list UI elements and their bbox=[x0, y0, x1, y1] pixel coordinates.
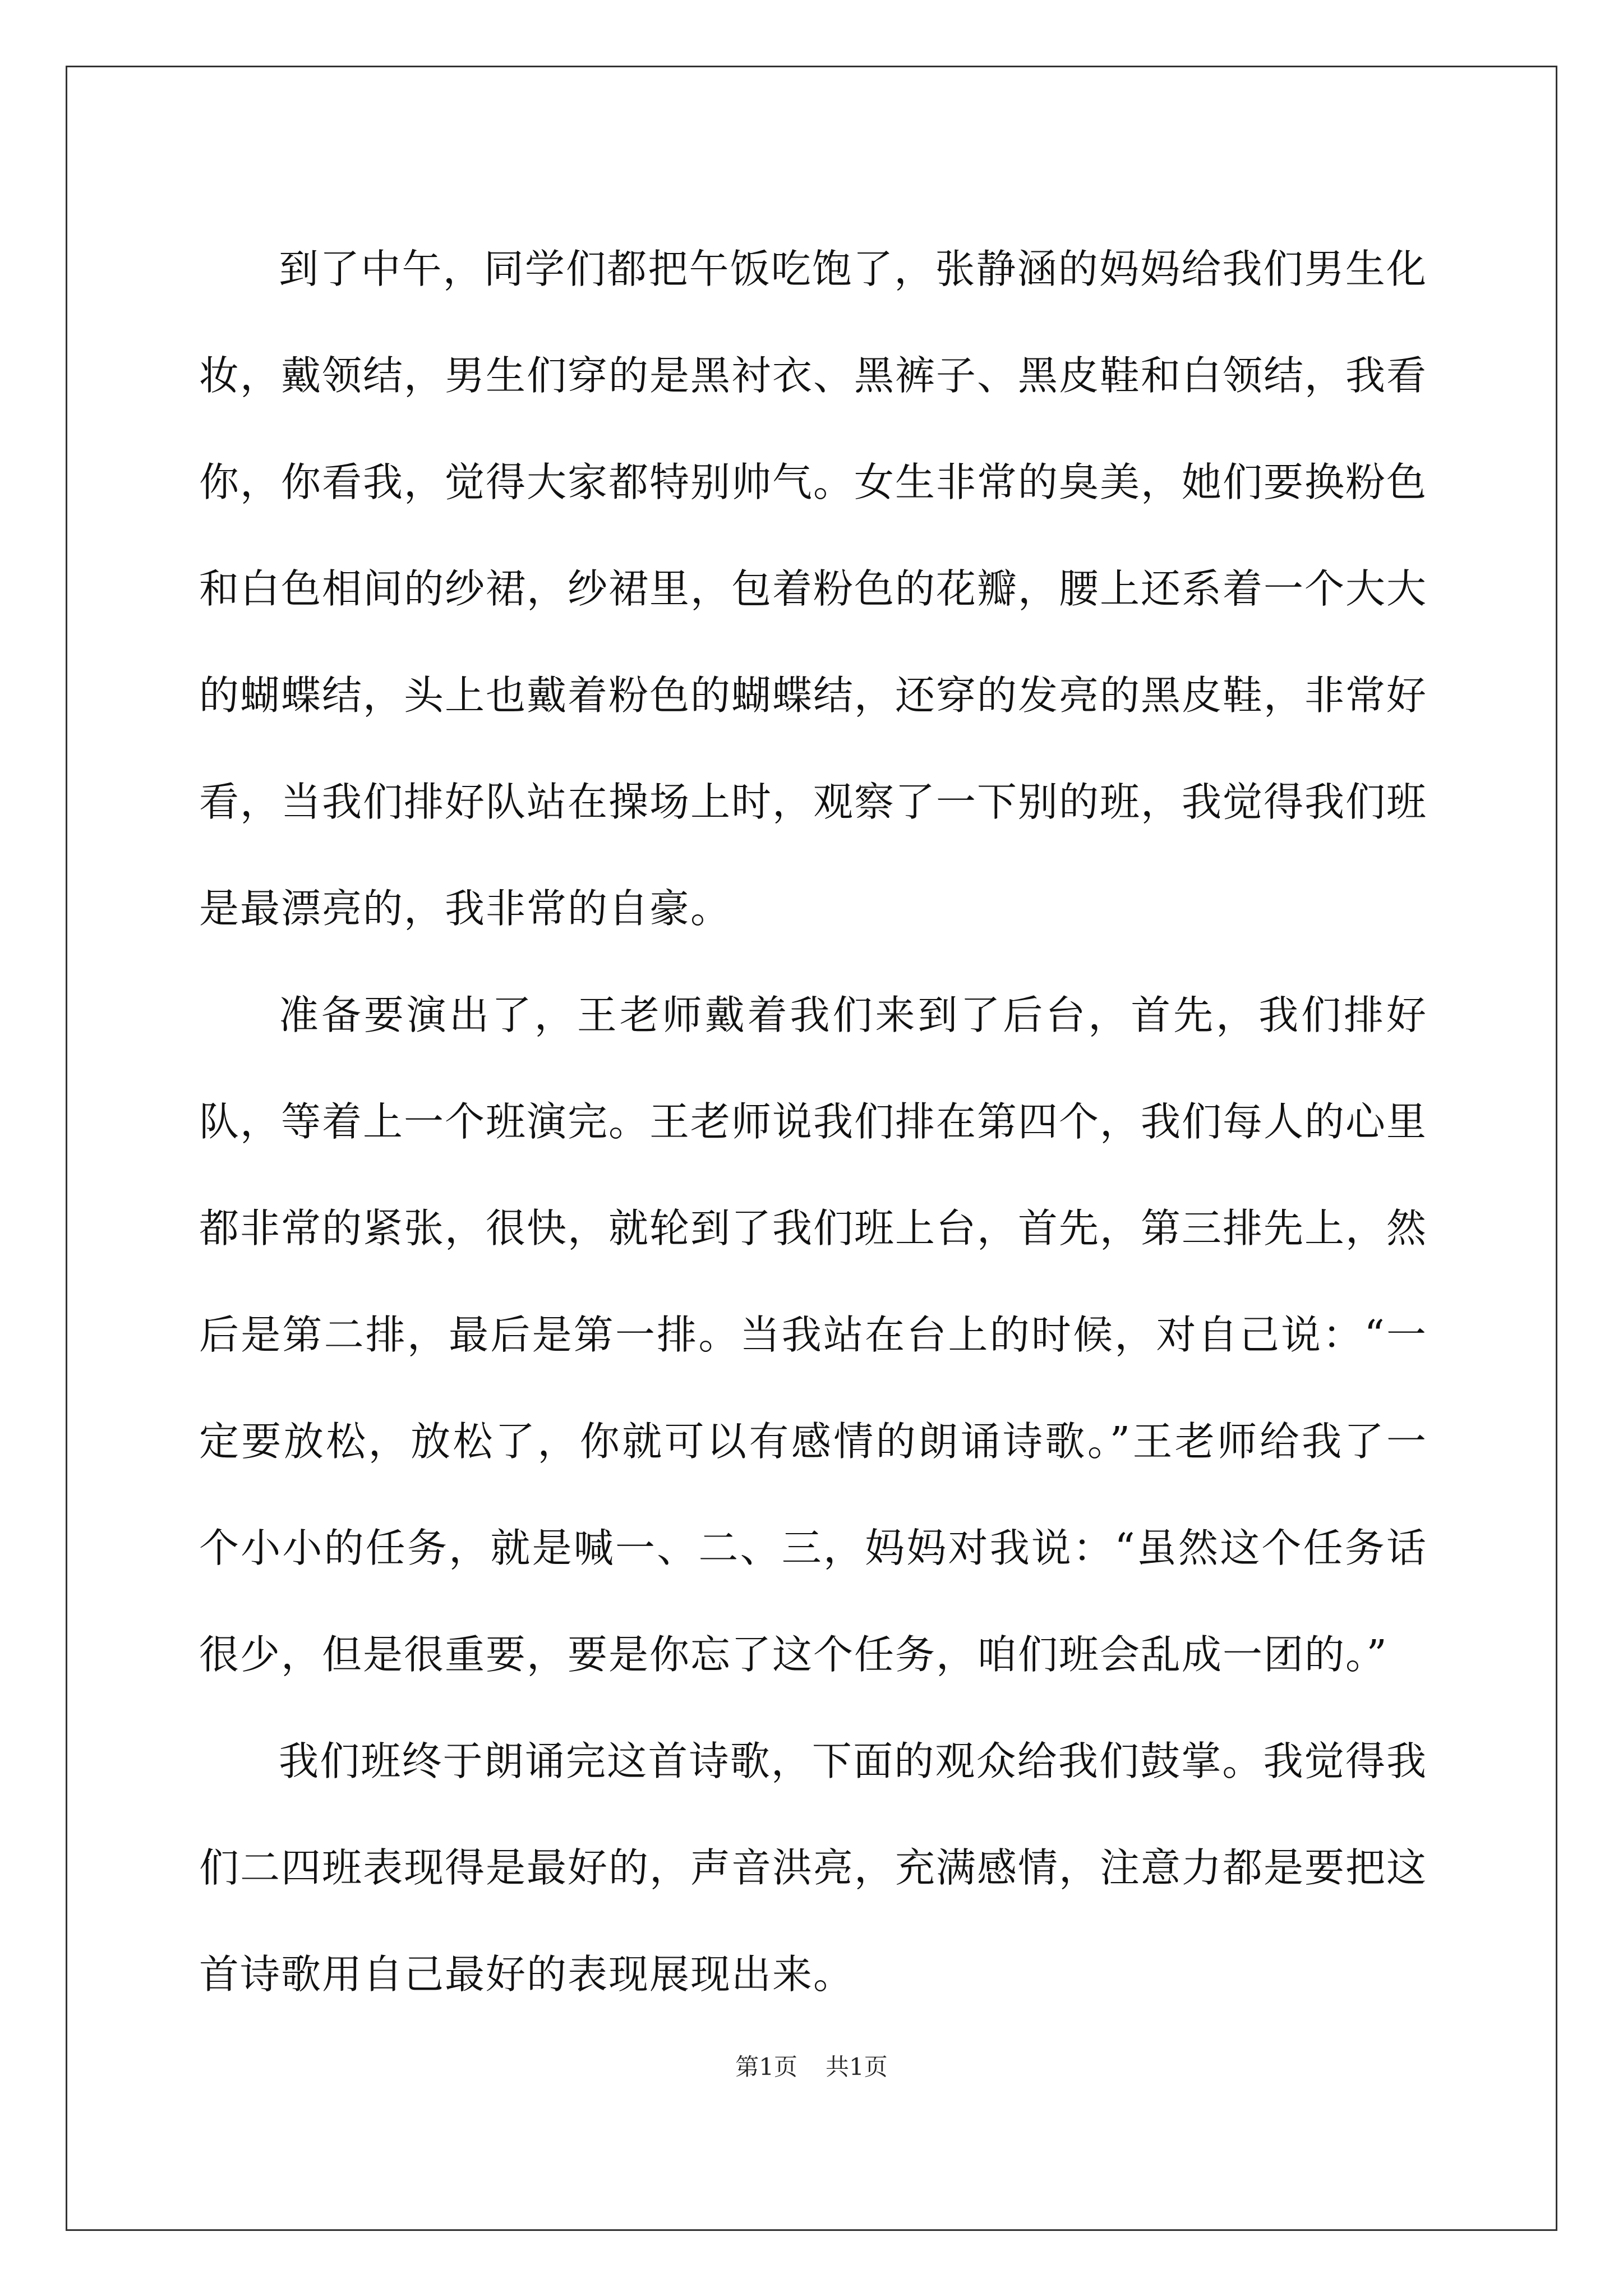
paragraph-1: 到了中午，同学们都把午饭吃饱了，张静涵的妈妈给我们男生化妆，戴领结，男生们穿的是黑衬衣、黑裤子、黑皮鞋和白领结，我看你，你看我，觉得大家都特别帅气。女生非常的臭美，她们要换粉色和白色相间的纱裙，纱裙里，包着粉色的花瓣，腰上还系着一个大大的蝴蝶结，头上也戴着粉色的蝴蝶结，还穿的发亮的黑皮鞋，非常好看，当我们排好队站在操场上时，观察了一下别的班，我觉得我们班是最漂亮的，我非常的自豪。 bbox=[199, 246, 1428, 932]
paragraph-3: 我们班终于朗诵完这首诗歌，下面的观众给我们鼓掌。我觉得我们二四班表现得是最好的，声音洪亮，充满感情，注意力都是要把这首诗歌用自己最好的表现展现出来。 bbox=[199, 1738, 1428, 1998]
document-body bbox=[199, 216, 1427, 2028]
page-number-total: 共1页 bbox=[826, 2053, 888, 2081]
page-number-current: 第1页 bbox=[735, 2053, 797, 2081]
paragraph-2: 准备要演出了，王老师戴着我们来到了后台，首先，我们排好队，等着上一个班演完。王老师说我们排在第四个，我们每人的心里都非常的紧张，很快，就轮到了我们班上台，首先，第三排先上，然后是第二排，最后是第一排。当我站在台上的时候，对自己说：“一定要放松，放松了，你就可以有感情的朗诵诗歌。”王老师给我了一个小小的任务，就是喊一、二、三，妈妈对我说：“虽然这个任务话很少，但是很重要，要是你忘了这个任务，咱们班会乱成一团的。” bbox=[199, 992, 1428, 1678]
page-footer bbox=[0, 2050, 1623, 2084]
